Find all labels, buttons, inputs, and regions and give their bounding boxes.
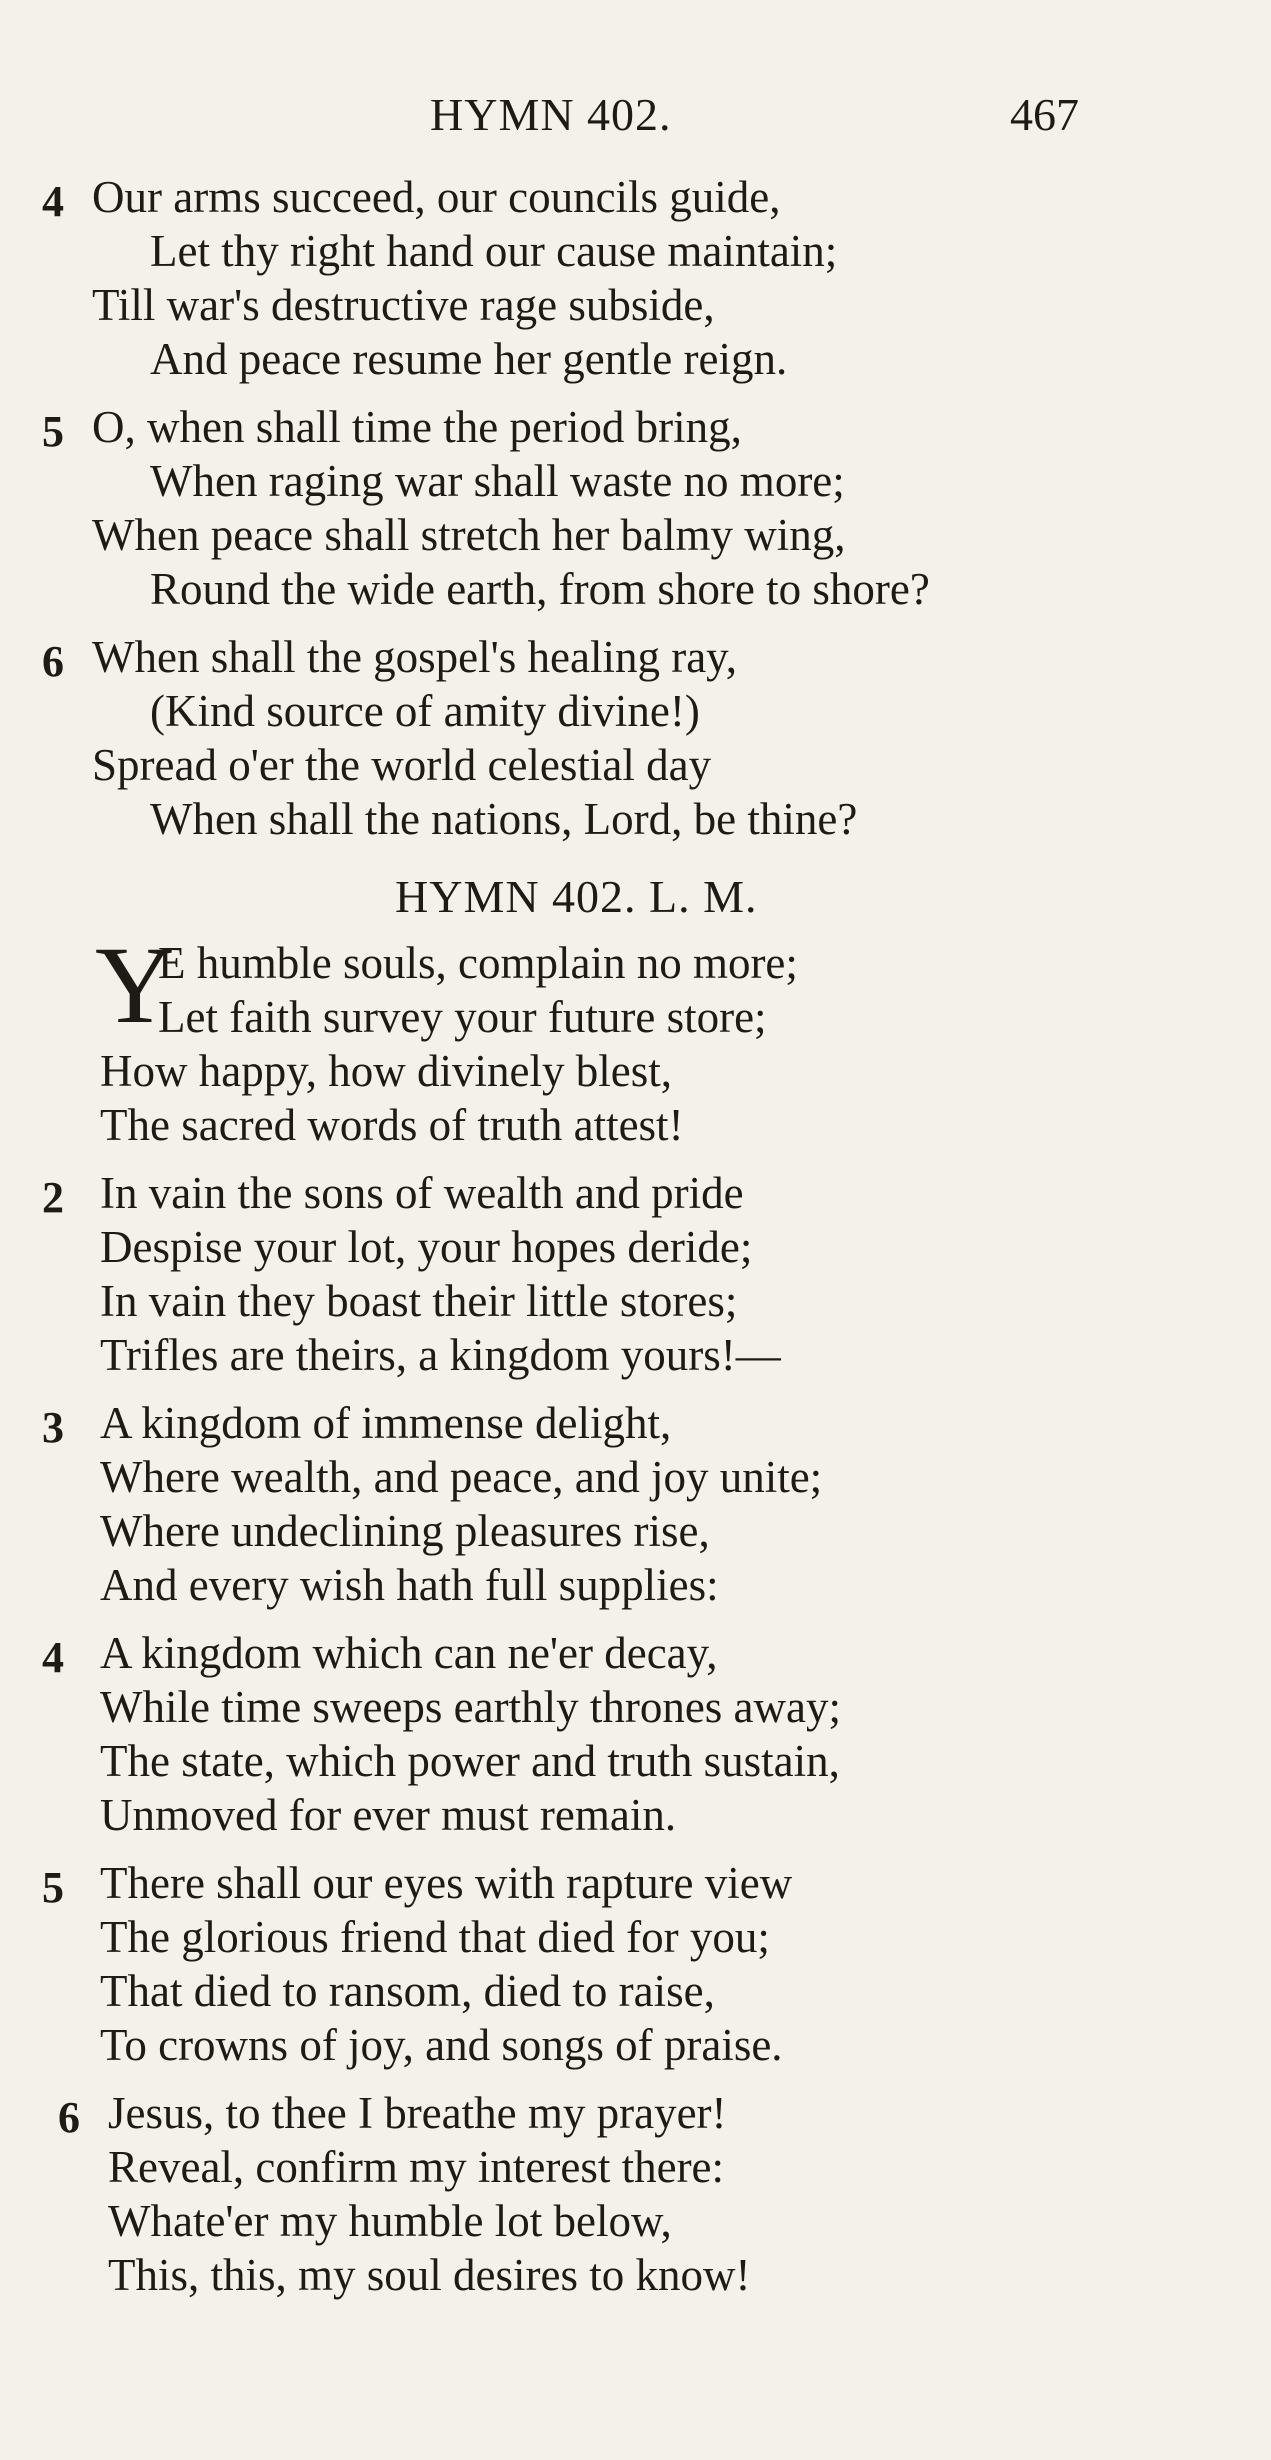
page-number: 467	[1010, 89, 1079, 140]
verse-line: This, this, my soul desires to know!	[108, 2250, 751, 2300]
verse-line: There shall our eyes with rapture view	[100, 1858, 793, 1908]
verse-line: That died to ransom, died to raise,	[100, 1966, 715, 2016]
verse-line: Spread o'er the world celestial day	[92, 740, 712, 790]
stanza-number: 3	[42, 1403, 64, 1452]
verse-line: When raging war shall waste no more;	[150, 456, 845, 506]
verse-line: Round the wide earth, from shore to shore?	[150, 564, 930, 614]
verse-line: And every wish hath full supplies:	[100, 1560, 719, 1610]
verse-line: A kingdom which can ne'er decay,	[100, 1628, 718, 1678]
verse-line: When shall the gospel's healing ray,	[92, 632, 738, 682]
verse-line: O, when shall time the period bring,	[92, 402, 742, 452]
verse-line: To crowns of joy, and songs of praise.	[100, 2020, 783, 2070]
verse-line: Unmoved for ever must remain.	[100, 1790, 677, 1840]
drop-cap: Y	[95, 924, 175, 1046]
stanza-number: 4	[42, 177, 64, 226]
verse-line: Our arms succeed, our councils guide,	[92, 172, 781, 222]
verse-line: Trifles are theirs, a kingdom yours!—	[100, 1330, 781, 1380]
verse-line: A kingdom of immense delight,	[100, 1398, 672, 1448]
verse-line: Till war's destructive rage subside,	[92, 280, 715, 330]
verse-line: Reveal, confirm my interest there:	[108, 2142, 725, 2192]
verse-line: E humble souls, complain no more;	[158, 938, 798, 988]
verse-line: In vain the sons of wealth and pride	[100, 1168, 744, 1218]
verse-line: How happy, how divinely blest,	[100, 1046, 673, 1096]
verse-line: Jesus, to thee I breathe my prayer!	[108, 2088, 727, 2138]
stanza-number: 6	[42, 637, 64, 686]
verse-line: In vain they boast their little stores;	[100, 1276, 738, 1326]
verse-line: Let faith survey your future store;	[158, 992, 767, 1042]
verse-line: Where undeclining pleasures rise,	[100, 1506, 710, 1556]
verse-line: Where wealth, and peace, and joy unite;	[100, 1452, 823, 1502]
verse-line: The state, which power and truth sustain,	[100, 1736, 840, 1786]
stanza-number: 4	[42, 1633, 64, 1682]
stanza-number: 5	[42, 1863, 64, 1912]
verse-line: And peace resume her gentle reign.	[150, 334, 788, 384]
verse-line: While time sweeps earthly thrones away;	[100, 1682, 842, 1732]
verse-line: Despise your lot, your hopes deride;	[100, 1222, 753, 1272]
verse-line: Let thy right hand our cause maintain;	[150, 226, 838, 276]
verse-line: When shall the nations, Lord, be thine?	[150, 794, 858, 844]
stanza-number: 6	[58, 2093, 80, 2142]
verse-line: (Kind source of amity divine!)	[150, 686, 700, 736]
stanza-number: 2	[42, 1173, 64, 1222]
hymn-heading: HYMN 402. L. M.	[395, 871, 758, 922]
verse-line: The glorious friend that died for you;	[100, 1912, 770, 1962]
verse-line: The sacred words of truth attest!	[100, 1100, 684, 1150]
verse-line: When peace shall stretch her balmy wing,	[92, 510, 846, 560]
stanza-number: 5	[42, 407, 64, 456]
verse-line: Whate'er my humble lot below,	[108, 2196, 672, 2246]
running-title: HYMN 402.	[430, 89, 672, 140]
